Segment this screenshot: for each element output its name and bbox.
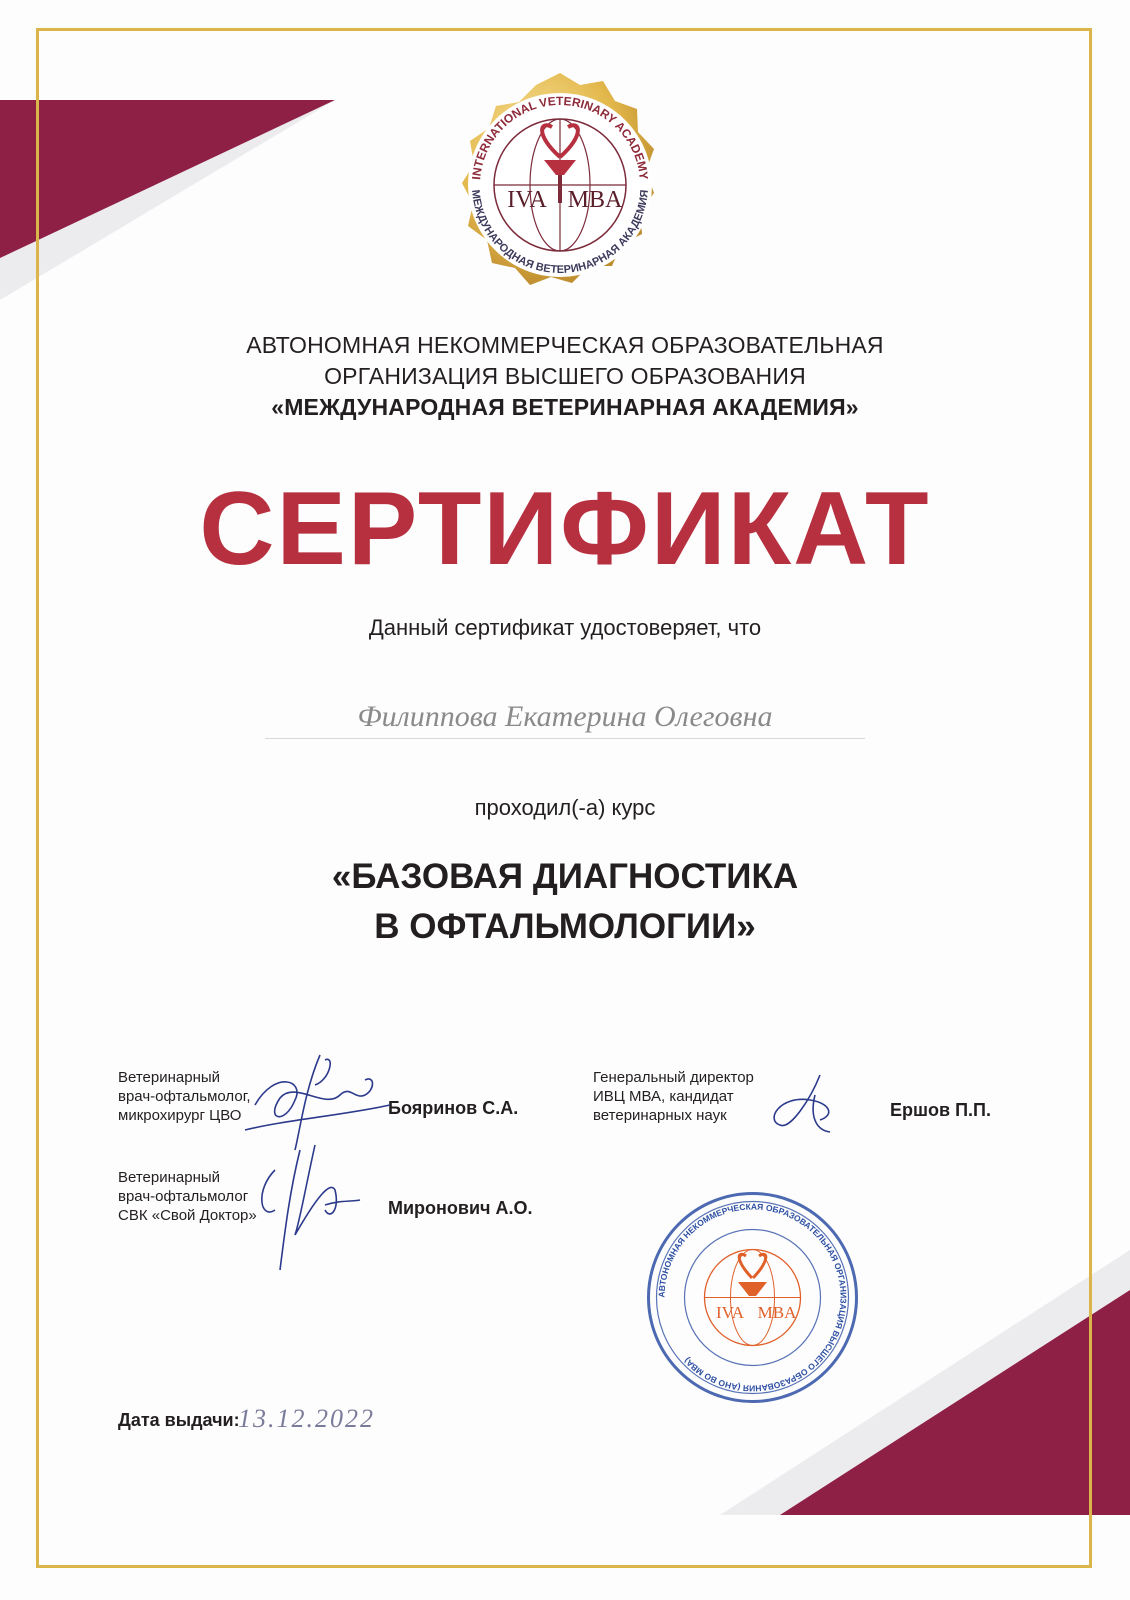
role-line: ветеринарных наук bbox=[593, 1107, 727, 1124]
signature-ershov bbox=[760, 1070, 860, 1140]
svg-text:IVA: IVA bbox=[715, 1303, 745, 1322]
recipient-name: Филиппова Екатерина Олеговна bbox=[265, 700, 865, 739]
svg-text:МЕЖДУНАРОДНАЯ ВЕТЕРИНАРНАЯ АКА: МЕЖДУНАРОДНАЯ ВЕТЕРИНАРНАЯ АКАДЕМИЯ bbox=[469, 189, 651, 277]
signature-mironovich bbox=[255, 1140, 375, 1275]
header-line-1: АВТОНОМНАЯ НЕКОММЕРЧЕСКАЯ ОБРАЗОВАТЕЛЬНАЯ bbox=[246, 332, 884, 358]
stamp-outer-text: АВТОНОМНАЯ НЕКОММЕРЧЕСКАЯ ОБРАЗОВАТЕЛЬНАЯ ОРГАНИЗАЦИЯ ВЫСШЕГО ОБРАЗОВАНИЯ (АНО ВО МВА) bbox=[656, 1201, 849, 1394]
role-line: врач-офтальмолог bbox=[118, 1188, 249, 1205]
course-title bbox=[0, 852, 1130, 952]
signatory-3-name: Ершов П.П. bbox=[890, 1100, 991, 1120]
academy-logo-seal bbox=[440, 65, 680, 305]
role-line: СВК «Свой Доктор» bbox=[118, 1207, 257, 1224]
signatory-2-role bbox=[118, 1168, 257, 1225]
header-line-2: ОРГАНИЗАЦИЯ ВЫСШЕГО ОБРАЗОВАНИЯ bbox=[324, 363, 806, 389]
role-line: Ветеринарный bbox=[118, 1169, 221, 1186]
issue-date-label: Дата выдачи: bbox=[118, 1410, 240, 1430]
svg-text:MBA: MBA bbox=[757, 1303, 797, 1322]
institution-header bbox=[0, 330, 1130, 423]
course-title-line-1: «БАЗОВАЯ ДИАГНОСТИКА bbox=[331, 857, 799, 896]
course-intro: проходил(-а) курс bbox=[474, 795, 656, 820]
signatory-3-role bbox=[593, 1068, 754, 1125]
certificate-title: СЕРТИФИКАТ bbox=[199, 471, 931, 587]
role-line: Генеральный директор bbox=[593, 1069, 754, 1086]
svg-text:IVA: IVA bbox=[507, 187, 547, 213]
role-line: микрохирург ЦВО bbox=[118, 1107, 242, 1124]
role-line: Ветеринарный bbox=[118, 1069, 221, 1086]
role-line: врач-офтальмолог, bbox=[118, 1088, 251, 1105]
signatory-2-name: Миронович А.О. bbox=[388, 1198, 533, 1218]
certifies-text: Данный сертификат удостоверяет, что bbox=[368, 615, 762, 640]
svg-text:INTERNATIONAL VETERINARY ACADE: INTERNATIONAL VETERINARY ACADEMY bbox=[469, 93, 651, 181]
header-line-3: «МЕЖДУНАРОДНАЯ ВЕТЕРИНАРНАЯ АКАДЕМИЯ» bbox=[271, 394, 859, 420]
course-title-line-2: В ОФТАЛЬМОЛОГИИ» bbox=[374, 907, 756, 946]
svg-text:MBA: MBA bbox=[567, 187, 623, 213]
signatory-1-name: Бояринов С.А. bbox=[388, 1098, 519, 1118]
official-stamp bbox=[645, 1190, 860, 1405]
issue-date: 13.12.2022 bbox=[238, 1404, 375, 1433]
role-line: ИВЦ МВА, кандидат bbox=[593, 1088, 734, 1105]
